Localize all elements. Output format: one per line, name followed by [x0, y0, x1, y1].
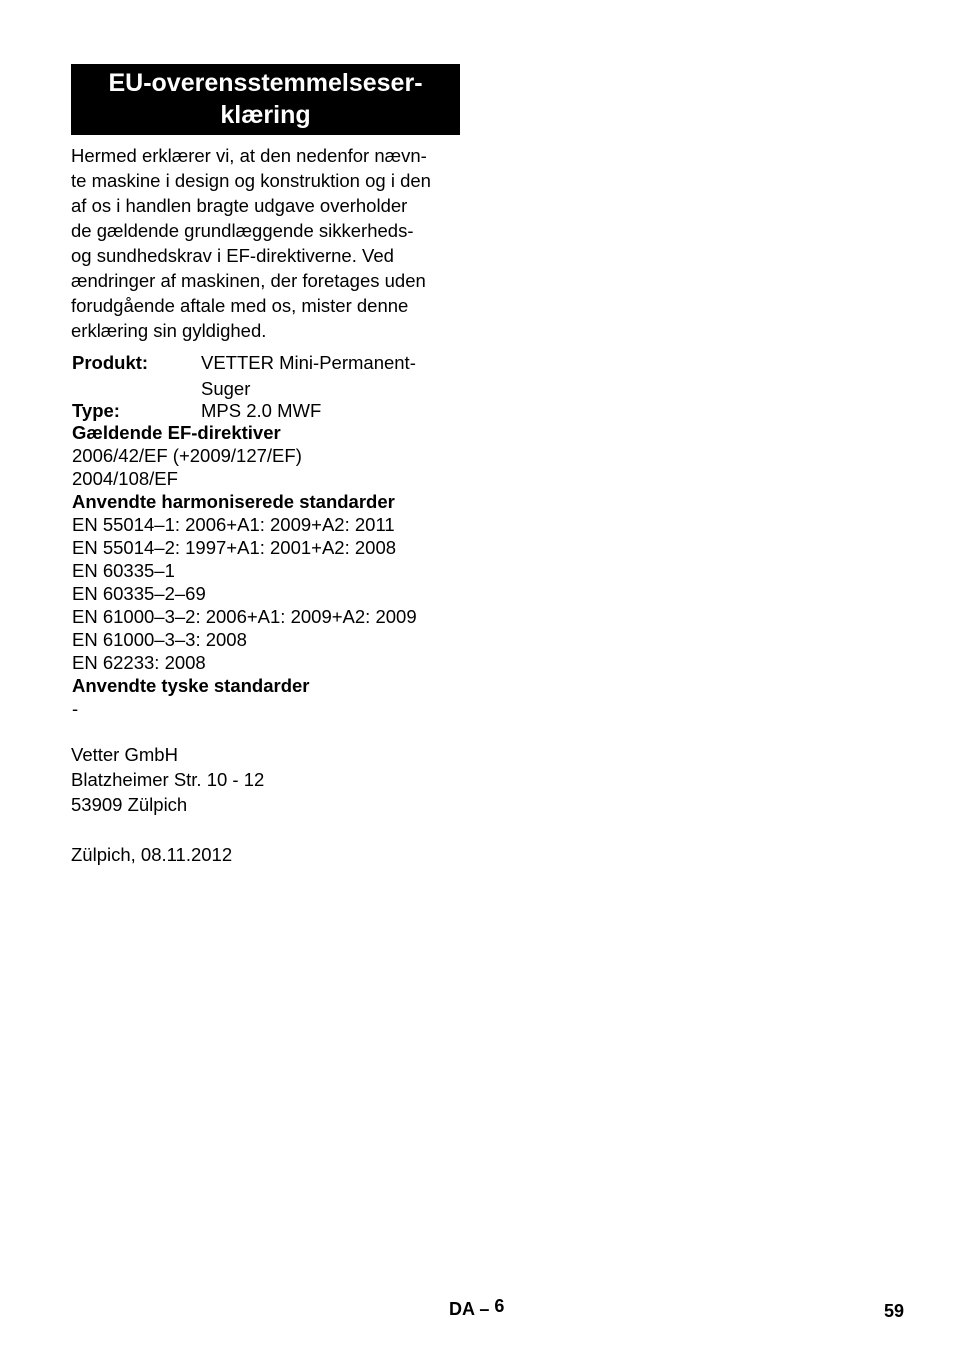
heading-line-1: EU-overensstemmelseser-: [108, 69, 423, 97]
intro-line: af os i handlen bragte udgave overholder: [71, 195, 408, 216]
page-number: 59: [884, 1301, 905, 1321]
footer-section-code: [449, 1297, 504, 1321]
intro-line: forudgående aftale med os, mister denne: [71, 295, 409, 316]
product-label: Produkt:: [72, 352, 149, 373]
standard-item: EN 60335–1: [72, 560, 175, 581]
directive-item: 2004/108/EF: [72, 468, 178, 489]
section-heading: [71, 64, 460, 135]
harmonised-standards-title: Anvendte harmoniserede standarder: [72, 491, 395, 512]
language-code: DA –: [449, 1299, 490, 1319]
intro-line: erklæring sin gyldighed.: [71, 320, 267, 341]
standard-item: EN 61000–3–2: 2006+A1: 2009+A2: 2009: [72, 606, 417, 627]
intro-line: og sundhedskrav i EF-direktiverne. Ved: [71, 245, 394, 266]
standard-item: EN 61000–3–3: 2008: [72, 629, 247, 650]
intro-line: te maskine i design og konstruktion og i den: [71, 170, 431, 191]
standard-item: EN 55014–1: 2006+A1: 2009+A2: 2011: [72, 514, 395, 535]
standard-item: EN 60335–2–69: [72, 583, 206, 604]
german-standards-title: Anvendte tyske standarder: [72, 675, 310, 696]
standard-item: EN 62233: 2008: [72, 652, 206, 673]
german-standards-value: -: [72, 698, 79, 719]
standard-item: EN 55014–2: 1997+A1: 2001+A2: 2008: [72, 537, 397, 558]
type-value: MPS 2.0 MWF: [201, 400, 322, 421]
street-address: Blatzheimer Str. 10 - 12: [71, 769, 265, 790]
product-value-line-1: VETTER Mini-Permanent-: [201, 352, 416, 373]
directive-item: 2006/42/EF (+2009/127/EF): [72, 445, 302, 466]
manufacturer-address: [71, 742, 264, 867]
company-name: Vetter GmbH: [71, 744, 178, 765]
heading-line-2: klæring: [220, 101, 311, 129]
directives-block: [72, 421, 464, 720]
type-label: Type:: [72, 400, 120, 421]
city: 53909 Zülpich: [71, 794, 188, 815]
directives-title: Gældende EF-direktiver: [72, 422, 281, 443]
intro-paragraph: [71, 143, 463, 343]
intro-line: ændringer af maskinen, der foretages uden: [71, 270, 426, 291]
product-value-line-2: Suger: [201, 378, 251, 399]
section-page-number: 6: [494, 1296, 505, 1316]
place-date: Zülpich, 08.11.2012: [71, 844, 233, 865]
intro-line: de gældende grundlæggende sikkerheds-: [71, 220, 414, 241]
intro-line: Hermed erklærer vi, at den nedenfor nævn-: [71, 145, 427, 166]
